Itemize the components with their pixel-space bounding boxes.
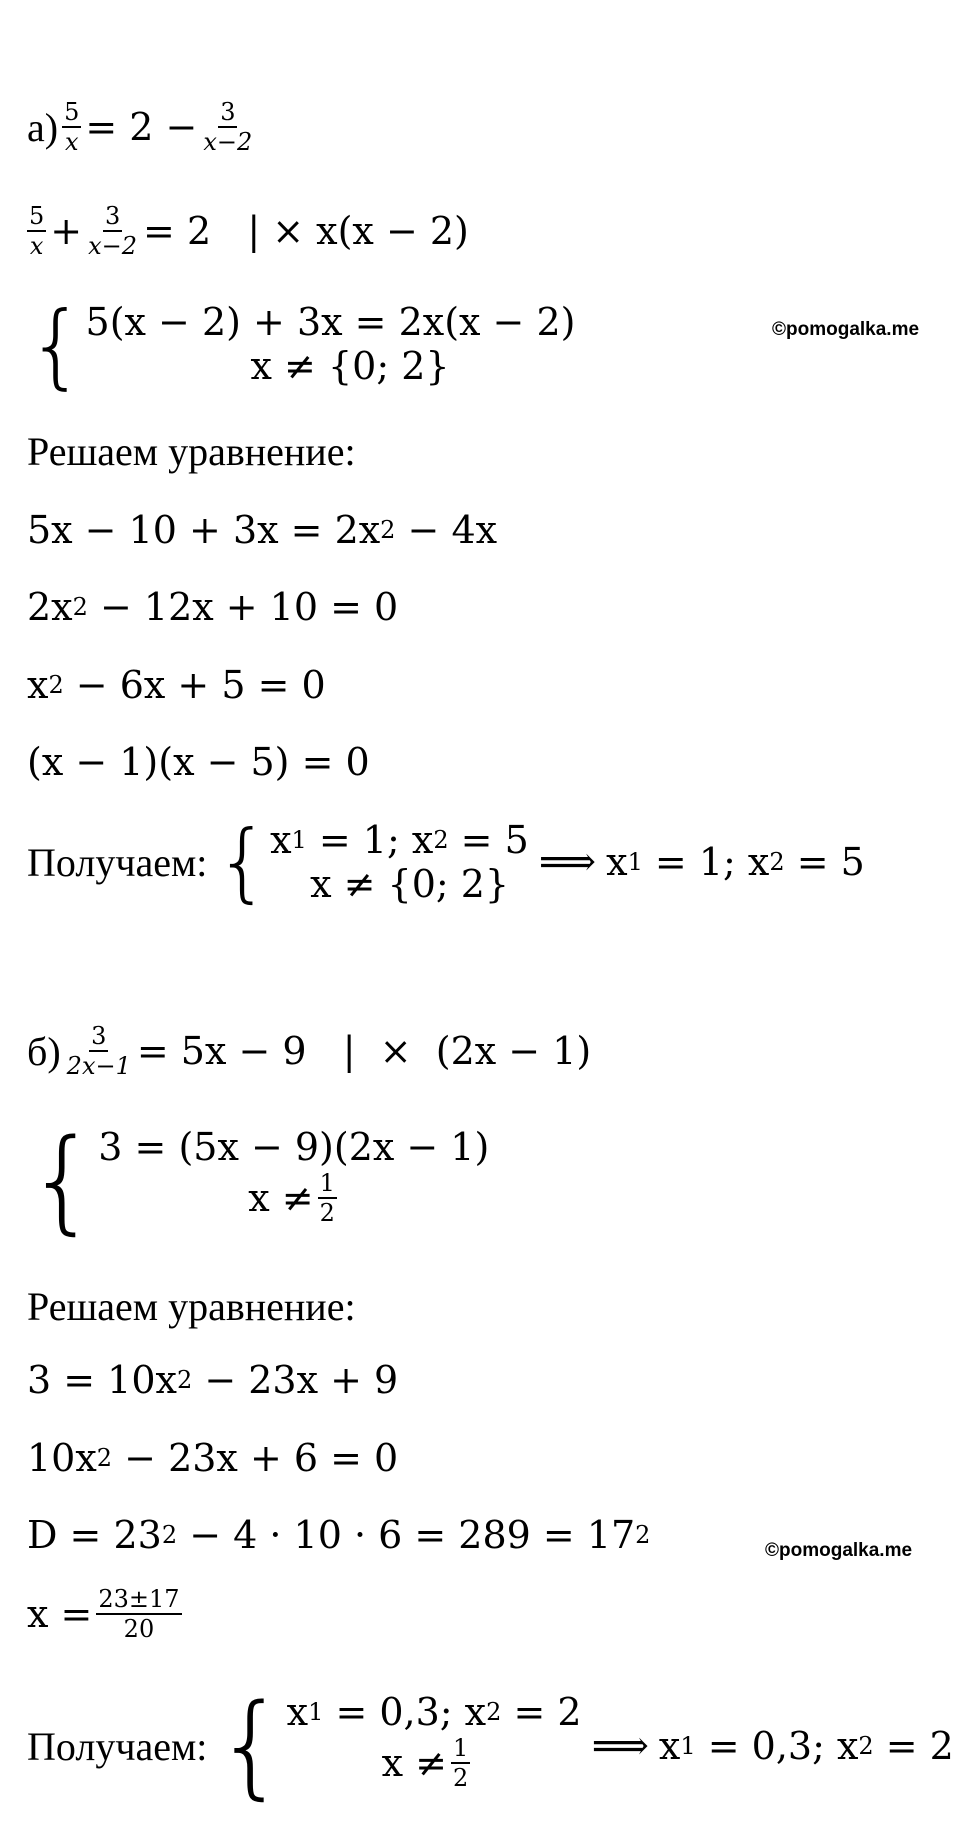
result-label: Получаем:: [27, 839, 208, 885]
step: x 2 − 6x + 5 = 0: [27, 663, 326, 707]
equation-middle: = 2 −: [85, 105, 198, 149]
part-a-equation: [27, 98, 258, 156]
left-brace: {: [215, 812, 271, 912]
step: 5x − 10 + 3x = 2x 2 − 4x: [27, 508, 498, 552]
fraction: $\frac{5}{x}$: [64, 98, 80, 156]
part-a-system: { 5(x − 2) + 3x = 2x(x − 2) x ≠ {0; 2}: [27, 292, 576, 399]
part-a-label: а): [27, 104, 59, 150]
result: Получаем: { x 1 = 0,3; x 2 = 2 x ≠ $\frac{1}{2}$ ⟹ x 1 = 0,3; x 2 = 2: [27, 1681, 954, 1811]
fraction: $\frac{5}{x}$: [29, 202, 45, 260]
part-a-multiplied: $\frac{5}{x}$ + $\frac{3}{x-2}$ = 2 | × x(x − 2): [29, 202, 469, 260]
step: 2x 2 − 12x + 10 = 0: [27, 585, 399, 629]
fraction: $\frac{3}{x-2}$: [203, 98, 253, 156]
step: x = $\frac{23\pm 17}{20}$: [27, 1585, 180, 1643]
part-b-label: б): [27, 1028, 61, 1074]
solve-heading: Решаем уравнение:: [27, 429, 356, 474]
fraction: $\frac{3}{2x-1}$: [66, 1022, 131, 1080]
left-brace: {: [27, 1116, 99, 1246]
part-b-equation: б) $\frac{3}{2x-1}$ = 5x − 9 | × (2x − 1): [27, 1022, 592, 1080]
implies-arrow: ⟹: [591, 1723, 649, 1769]
fraction: $\frac{1}{2}$: [319, 1169, 335, 1227]
watermark: ©pomogalka.me: [772, 319, 920, 340]
step: D = 23 2 − 4 · 10 · 6 = 289 = 17 2: [27, 1513, 651, 1557]
solve-heading: Решаем уравнение:: [27, 1284, 356, 1329]
fraction: $\frac{1}{2}$: [453, 1734, 469, 1792]
left-brace: {: [215, 1681, 287, 1811]
watermark: ©pomogalka.me: [765, 1540, 913, 1561]
fraction: $\frac{3}{x-2}$: [88, 202, 138, 260]
result: Получаем: { x 1 = 1; x 2 = 5 x ≠ {0; 2} ⟹ x 1 = 1; x 2 = 5: [27, 812, 865, 912]
step: (x − 1)(x − 5) = 0: [27, 740, 370, 784]
left-brace: {: [27, 292, 86, 399]
step: 10x 2 − 23x + 6 = 0: [27, 1436, 399, 1480]
fraction: $\frac{23\pm 17}{20}$: [98, 1585, 180, 1643]
part-b-system: { 3 = (5x − 9)(2x − 1) x ≠ $\frac{1}{2}$: [27, 1116, 490, 1246]
result-label: Получаем:: [27, 1723, 208, 1769]
implies-arrow: ⟹: [538, 839, 597, 885]
step: 3 = 10x 2 − 23x + 9: [27, 1358, 399, 1402]
